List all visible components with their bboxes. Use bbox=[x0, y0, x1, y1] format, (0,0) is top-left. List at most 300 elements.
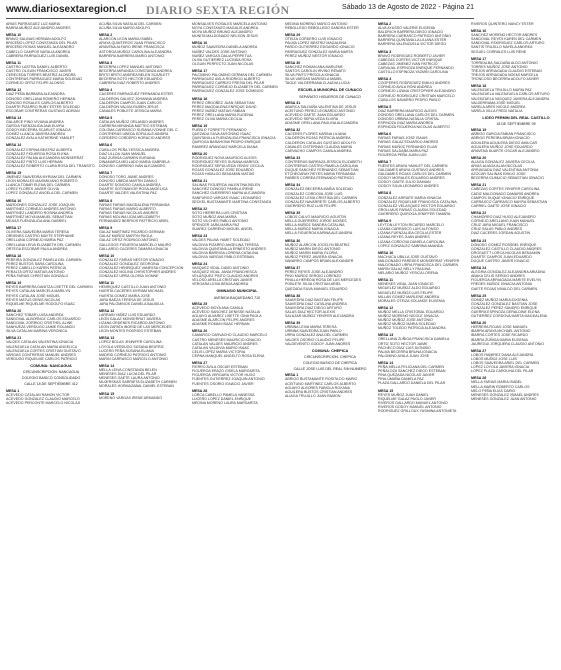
voter-name: BECERRA GUMUCIO SEBASTIAN IGNACIO bbox=[471, 176, 544, 181]
voter-name: MADRID CORNEJO PATRICIO ANTONIO bbox=[99, 352, 167, 357]
voter-name: MORALES HORMAZABAL DANIEL ESTEBAN bbox=[99, 384, 174, 389]
voter-name: LOPEZ GONZALEZ SABRINA AMANDA bbox=[378, 243, 443, 248]
voter-name: CERNA MANQUEL ANGELTO ROSA ELENA bbox=[192, 353, 265, 358]
voter-name: PEREZ REYES JOSE ALEJANDRO bbox=[285, 270, 343, 275]
mesa-block bbox=[378, 160, 468, 189]
voter-name: GALDAMES ROJAS CARLOS DEL CARMEN bbox=[378, 172, 452, 177]
voter-name: GONZALEZ RIQUELME FRANCISCA CATALINA bbox=[378, 199, 457, 204]
voter-name: CABEZAS CORTES YENIFER CAROLINA bbox=[471, 187, 540, 192]
voter-name: PALMA LOPEZ BEATRIZ MAGALENA bbox=[285, 41, 347, 46]
voter-name: URBINA SAAVEDRA JUAN PABLO bbox=[285, 329, 342, 334]
mesa-block bbox=[99, 309, 189, 334]
mesa-block bbox=[99, 61, 189, 86]
mesa-title: MESA 12 bbox=[378, 305, 394, 310]
mesa-block bbox=[378, 361, 468, 386]
mesa-block bbox=[285, 211, 375, 236]
voter-name: PEREZ ORELLANA MARIA EUGENIA bbox=[192, 112, 254, 117]
mesa-title: MESA 2 bbox=[99, 33, 113, 38]
voter-name: ACUÑA SILVA MARIO ADOLFO bbox=[99, 26, 151, 31]
voter-name: MUÑOZ ALARCON JOCELYN BEATRIZ bbox=[285, 242, 350, 247]
column-3 bbox=[192, 22, 282, 664]
voter-name: SANDOVAL ZORRIDO CRISTHEL ALINE bbox=[6, 321, 73, 326]
mesa-block bbox=[6, 281, 96, 306]
mesa-block bbox=[6, 116, 96, 141]
mesa-block bbox=[99, 199, 189, 224]
voter-name: ACEVEDO MOYA ANA CAMILA bbox=[192, 305, 244, 310]
mesa-title: MESA 5 bbox=[378, 104, 392, 109]
voter-name: MELLA FARIAS MARIA ISABEL bbox=[471, 380, 523, 385]
voter-name: SAAVEDRA DIAZ CATALINA ANDREA bbox=[285, 301, 347, 306]
voter-name: LORCA CABELLO PAMELA VANESSA bbox=[192, 392, 255, 397]
voter-name: MENESES GAETE LAURA ANTONIO bbox=[99, 376, 160, 381]
mesa-title: MESA 13 bbox=[378, 333, 394, 338]
mesa-title: MESA 6 bbox=[378, 132, 392, 137]
mesa-block bbox=[192, 179, 282, 204]
voter-name: CAMARGO CARVACHO CLAUDIO MARCELO bbox=[192, 333, 268, 338]
voter-name: BRICEÑO ROSAS MANUEL ALEJANDRO bbox=[6, 45, 75, 50]
voter-name: AGUAYO ALBORES FABIOLA ROXANA bbox=[285, 385, 350, 390]
voter-name: TORREALBA SALDAÑA ALDO ANTONIO bbox=[471, 60, 538, 65]
voter-name: VELASQUEZ PINTO CLAUDIO ANDRES bbox=[192, 274, 259, 279]
column-4 bbox=[285, 22, 375, 664]
voter-name: TREJOS ARRIAGADA NOEMI MARCELA bbox=[471, 73, 539, 78]
voter-name: RIVEROS QUINTERO NANCY ESTER bbox=[471, 22, 534, 26]
voter-name: MENESES GONZALEZ ISMAEL ANDRES bbox=[471, 392, 539, 397]
voter-name: ARIAS PARRAGUEZ LUZ MARIA bbox=[6, 22, 61, 26]
voter-name: OLIVERA SAAVEDRA MARIA TERESA bbox=[6, 230, 69, 235]
voter-name: CALDERON GALVEZ JOHANNA ANDREA bbox=[99, 96, 168, 101]
voter-name: MUJERSKAS SARRIETA ELIZABETH CARMEN bbox=[99, 380, 177, 385]
voter-name: SAAVEDRA DIAZ DIEGO ARTURO bbox=[285, 305, 342, 310]
mesa-title: MESA 3 bbox=[378, 49, 392, 54]
mesa-block bbox=[471, 376, 561, 401]
voter-name: GONZALEZ FARIAS NESTOR IGNACIO bbox=[99, 257, 165, 262]
voter-name: IBARRA CORTES JOSE RICARDO bbox=[471, 333, 529, 338]
voter-name: ADASME ALARCON FELIPE ANDRES bbox=[192, 318, 255, 323]
voter-name: ACEVEDO PERCONTE MARCELO NICOLAS bbox=[6, 400, 81, 405]
voter-name: TORRES MUÑOZ JOSE ANTONIO bbox=[471, 64, 528, 69]
voter-name: ORTIZ SOTO HECTOR JAIME bbox=[378, 341, 428, 346]
mesa-block bbox=[378, 77, 468, 102]
voter-name: PINILLA HEREDIA ROSA DE LAS MERCEDES bbox=[285, 278, 362, 283]
voter-name: CADIZ MALDONADO DAMARIS ANDREA bbox=[471, 191, 540, 196]
voter-name: VALENZUELA CORTES CRISTIAN GUSTAVO bbox=[6, 348, 81, 353]
mesa-title: MESA 18 bbox=[192, 96, 208, 101]
mesa-title: MESA 15 bbox=[378, 388, 394, 393]
mesa-block bbox=[471, 211, 561, 236]
polling-place-detail: CALLE 18 DE SEPTIEMBRE 412 bbox=[24, 382, 78, 387]
voter-name: MELLA LEIVA CONSTANZA BELEN bbox=[99, 368, 157, 373]
voter-name: ALVA AYUSSO VALERIE EUGENIA bbox=[378, 26, 436, 31]
voter-name: CERECEDA TORRES BEATRIZ ALONDRA bbox=[6, 73, 76, 78]
voter-name: ACEITUNO PEREZ LEONARDO ANTONIO bbox=[285, 108, 355, 113]
mesa-title: MESA 11 bbox=[99, 281, 115, 286]
mesa-block bbox=[99, 254, 189, 279]
voter-name: CRUZ JARA MIGUEL FRANCISCO bbox=[471, 223, 528, 228]
voter-name: GONZALEZ BECERRA MARIA SOLEDAD bbox=[285, 187, 353, 192]
voter-name: DIAZ ZUÑIGA CARMEN EURIANA bbox=[99, 155, 156, 160]
voter-name: GONZALEZ PALMA ALEJANDRA MONSERRAT bbox=[6, 155, 84, 160]
voter-name: FREDES MUÑOZ IGNACIA ANTONIA bbox=[471, 282, 533, 287]
mesa-title: MESA 18 bbox=[6, 253, 22, 258]
voter-name: AGUILERA BUSTOS CRISTIAN ANDRES bbox=[285, 389, 353, 394]
voter-name: MUÑOZ SAAVEDRA DANIELA ANDREA bbox=[192, 45, 258, 50]
voter-name: CRUZ SALAS PABLO ANDRES bbox=[471, 227, 523, 232]
voter-name: AGUAYO ALVAREZ LISETTE GINA PAOLA bbox=[192, 314, 262, 319]
mesa-block bbox=[471, 266, 561, 291]
voter-name: VASQUEZ VIDAL JANIA FRANCHESCA bbox=[192, 270, 257, 275]
voter-name: LOYOLA VERDUGO SUSANA BEATRIZ bbox=[99, 344, 164, 349]
voter-name: SANFURGO VARGAS ISAAC LEONARDO bbox=[192, 195, 262, 200]
mesa-block bbox=[192, 389, 282, 405]
mesa-title: MESA 7 bbox=[378, 159, 392, 164]
mesa-title: MESA 29 bbox=[285, 33, 301, 38]
mesa-title: MESA 1 bbox=[285, 373, 299, 378]
voter-name: PARDO GUTIERREZ EDGARDO IGNACIO bbox=[285, 45, 355, 50]
voter-name: CONTRERAS UBEDA SOFIA ALEJANDRA bbox=[99, 132, 169, 137]
voter-name: GONZALEZ FIGUEROA ROSA ELENA bbox=[6, 151, 69, 156]
mesa-title: MESA 32 bbox=[285, 128, 301, 133]
voter-name: DIAZ PEÑA BARBARA ALEJANDRA bbox=[6, 92, 65, 97]
voter-name: CASTILLO ESPINOZA YAZMIN CAROLINA bbox=[378, 70, 448, 75]
voter-name: LEON GALAZ MONSERRAT JAVIERA bbox=[99, 317, 161, 321]
voter-name: FARIAS FARIAS MAGDALENA FERNANDA bbox=[99, 202, 170, 207]
voter-name: CUBILLOS PEÑA YESSICA ANDREA bbox=[99, 147, 160, 152]
voter-name: MORENO VARGAS IRENE ARMANDO bbox=[99, 395, 163, 400]
voter-name: SANCHEZ DONOSO PAMELA IRENE bbox=[192, 187, 254, 192]
mesa-title: MESA 17 bbox=[6, 226, 22, 231]
column-1 bbox=[6, 22, 96, 664]
voter-name: LOBOS RAMIREZ DANA ALEJANDRA bbox=[471, 352, 534, 357]
mesa-title: MESA 30 bbox=[285, 60, 301, 65]
voter-name: PEREZ BUSTOS SARA CAROLINA bbox=[6, 261, 64, 266]
voter-name: OLGUIN PERFECTO JUAN NICOLAS bbox=[192, 61, 254, 66]
voter-name: SANCHEZ MORENO HECTOR ANDRES bbox=[471, 33, 538, 38]
voter-name: COLOMA CARRASCO SUSANA IVONNE DEL C. bbox=[99, 128, 179, 133]
mesa-title: MESA 4 bbox=[378, 77, 392, 82]
voter-name: ORELLANA LEIVA ELIZABETH DEL CARMEN bbox=[6, 242, 81, 247]
polling-place-detail: COLEGIO BASICO DE CHEPICA bbox=[303, 361, 357, 366]
voter-name: ROJAS HIDALGO BENJAMIN MATIAS bbox=[192, 172, 255, 177]
mesa-title: MESA 10 bbox=[99, 253, 115, 258]
voter-name: ACUÑA SILVA NATALIA DEL CARMEN bbox=[99, 22, 162, 26]
voter-name: RODRIGUEZ REYES SUSANA MARISOL bbox=[192, 159, 260, 164]
voter-name: NUÑEZ VALDES JOSE ANTONIO bbox=[192, 49, 247, 54]
voter-name: MELLA FIGUEROA KARINA ALEJANDRA bbox=[285, 231, 353, 236]
mesa-title: MESA 3 bbox=[99, 60, 113, 65]
voter-name: MONSALVES ROSALES MARCELA ANTONIO bbox=[192, 22, 268, 26]
voter-name: LOPEZ FLORES JAVIER OLIVIA bbox=[6, 187, 60, 192]
voter-name: BALDRICH BARRERA DIEGO IGNACIO bbox=[378, 30, 444, 35]
voter-name: CASTRO OLGUIN FRANCISCO JAVIER bbox=[6, 68, 72, 73]
voter-name: FARIAS FARIAS MARIO ALBERTO bbox=[99, 206, 156, 211]
voter-name: VALDERRAMA JOSE MIGUEL bbox=[471, 100, 521, 105]
mesa-title: MESA 14 bbox=[6, 143, 22, 148]
mesa-title: MESA 8 bbox=[378, 191, 392, 196]
voter-name: CABEZAS JIMENEZ IVAN PATRICIO bbox=[378, 61, 438, 66]
voter-name: ALARCON LEON MARIA ISABEL bbox=[99, 37, 153, 42]
voter-name: CONTRERAS BARRAZA JESSICA ELIZABETH bbox=[285, 159, 362, 164]
mesa-title: MESA 19 bbox=[471, 128, 487, 133]
mesa-block bbox=[192, 329, 282, 358]
voter-name: PEREZ MUÑOZ NESTOR IGNACIO bbox=[285, 53, 344, 58]
voter-name: QUEZADA SILVA MANUEL EDUARDO bbox=[285, 286, 348, 291]
voter-name: REYES MUÑOZ JUAN DANIEL bbox=[378, 392, 429, 397]
voter-name: URBINA LEIVA MARIA TERESA bbox=[285, 325, 337, 330]
voter-name: DIAZ CACERES JORDAN AGUSTIN bbox=[471, 231, 531, 236]
voter-name: ADASME ROMAN ISAAC HERNAN bbox=[192, 322, 250, 327]
mesa-title: MESA 4 bbox=[99, 88, 113, 93]
voter-name: VALDES CATALAN VALENTINA IGNACIA bbox=[6, 340, 74, 345]
voter-name: ASTORGA MUÑOZ CAROLINA ALEJANDRA bbox=[99, 49, 172, 54]
voter-name: CORNEJO RODRIGUEZ CRISTIAN MARCELO bbox=[378, 93, 455, 98]
voter-name: BECERRA SOTO HECTOR EDUARDO bbox=[99, 77, 163, 82]
voter-name: MELLA GUERRERO JORGE MOISES bbox=[285, 219, 347, 224]
voter-name: ESCOBAR CONTRERAS GUSTAVO ADRIAN bbox=[6, 108, 80, 113]
voter-name: MARDONES GONZALEZ JOSE JOAQUIN bbox=[6, 202, 75, 207]
voter-name: ARAVENA DUARTE OSCAR ALEJANDRO bbox=[471, 148, 540, 153]
voter-name: DIAZ BARRERA MAURICIO ALEXIS bbox=[378, 108, 437, 113]
voter-name: SANDOVAL RODRIGUEZ CARLOS ARTURO bbox=[471, 41, 545, 46]
voter-name: PARRAGUEZ CARRIZO FRESIA DEL PILAR bbox=[192, 81, 265, 86]
voter-name: CALDERON ROJAS PATRICIA ANDREA bbox=[285, 136, 351, 141]
voter-name: VALENZUELA VASQUEZ JAVIERA ALEJANDRA bbox=[471, 96, 550, 101]
voter-name: BARRERA BARRERA MARIO ANTONIO bbox=[99, 53, 165, 58]
voter-name: MUÑOZ MARIN MARIA GLORIA bbox=[285, 250, 338, 255]
voter-name: CACERES PARRAGUEZ FERNANDA ESTER bbox=[99, 92, 174, 97]
mesa-title: MESA 27 bbox=[471, 348, 487, 353]
voter-name: HUERTA GOMEZ MARIA JOSE bbox=[99, 293, 150, 298]
voter-name: FIGUEROA ARRIAGADA MARITE EVELYN bbox=[471, 278, 541, 283]
mesa-title: MESA 20 bbox=[192, 151, 208, 156]
mesa-title: MESA 11 bbox=[6, 60, 22, 65]
voter-name: PINA UMAÑA DANIELA PAZ bbox=[378, 377, 424, 382]
mesa-block bbox=[6, 171, 96, 196]
voter-name: DUARTE VALDES VALENTINA PAZ bbox=[99, 191, 157, 196]
mesa-block bbox=[192, 152, 282, 177]
voter-name: ABAKA CELIS SERGIO ANDRES bbox=[471, 274, 525, 279]
voter-name: MARTINEZ MOYA MANUEL SEBASTIAN bbox=[6, 214, 73, 219]
mesa-block bbox=[6, 88, 96, 113]
mesa-block bbox=[6, 143, 96, 168]
voter-name: VERGARA LEIVA BENJA ANDREA bbox=[192, 282, 249, 287]
mesa-block bbox=[192, 234, 282, 259]
voter-name: PINO MUÑOZ SERGIO LORENZO bbox=[285, 274, 342, 279]
voter-name: DONOSO URBINA NATALIA CRISTAL bbox=[378, 116, 440, 121]
mesa-block bbox=[471, 57, 561, 82]
mesa-title: MESA 12 bbox=[6, 88, 22, 93]
mesa-block bbox=[6, 254, 96, 279]
voter-name: MIGUELEZ MUÑOZ LUIS FELIPE bbox=[378, 290, 433, 295]
polling-place-detail: CIRCUNSCRIPCION: CHEPICA bbox=[304, 355, 356, 360]
voter-name: PALMA BECERRA BRUNA IGNACIA bbox=[378, 349, 438, 354]
voter-name: CORNEJO AVILA RONI ANDREA bbox=[378, 85, 432, 90]
voter-name: AGUILERA MUÑOZ JOSE EDUARDO bbox=[471, 144, 533, 149]
voter-name: VALDIVIA QUINTANILLA ERNESTO ANDRES bbox=[192, 246, 266, 251]
voter-name: GONZALEZ MOLINA CHRISTOPHER ANDRES bbox=[99, 270, 176, 275]
voter-name: ETCHEGARAY REYES MARIA FERNANDA bbox=[285, 172, 356, 177]
voter-name: ALEGRIA GONZALEZ ALEJANDRA ARIADNA bbox=[471, 270, 546, 275]
voter-name: FARIAS SALDAÑA MARIA PAZ bbox=[378, 148, 429, 153]
voter-name: GALLARDO CACERES TAMARA IGNACIA bbox=[99, 246, 169, 251]
voter-name: REBOLLEDO REBOLLEDO SANDRA ESTER bbox=[285, 26, 359, 31]
voter-name: GALAZ ORTIZ RODRIGO ANTONIO bbox=[99, 238, 158, 243]
mesa-title: MESA 21 bbox=[6, 336, 22, 341]
mesa-block bbox=[192, 207, 282, 232]
voter-name: CARRIEL GAETE JOSE IGNACIO bbox=[471, 203, 527, 208]
voter-name: SAAVEDRA DIAZ BASTIAN FELIPE bbox=[285, 297, 344, 302]
mesa-title: MESA 19 bbox=[192, 124, 208, 129]
mesa-title: MESA 28 bbox=[471, 376, 487, 381]
mesa-block bbox=[285, 101, 375, 126]
mesa-title: MESA 39 bbox=[285, 321, 301, 326]
voter-name: REYES CATALAN JOSE MIGUEL bbox=[6, 293, 61, 298]
voter-name: ABRIGO PEREIRA BRIAN IGNACIO bbox=[471, 136, 530, 141]
mesa-block bbox=[285, 33, 375, 58]
voter-name: FIGUEROA PEÑA JUAN LUIS bbox=[378, 152, 427, 157]
voter-name: GAETE ROJAS NIVALDO DEL CARMEN bbox=[471, 286, 538, 291]
voter-name: VALDES PALMA YAMET SOLEDAD bbox=[192, 238, 250, 243]
voter-name: VALDIVIA VARGAS PABLO ESTEBAN bbox=[192, 254, 254, 259]
mesa-block bbox=[99, 336, 189, 361]
voter-name: CATALAN VALDES MAURICIO ANDRES bbox=[192, 341, 258, 346]
mesa-title: MESA 19 bbox=[6, 281, 22, 286]
voter-name: CATALAN MUÑOZ ORLANDO ANDRES bbox=[99, 119, 164, 124]
voter-name: HENRIQUEZ CASTILLO JUAN ANTONIO bbox=[99, 285, 167, 290]
voter-name: VALDIVIA BARRIGA LORENA CATALINA bbox=[192, 250, 259, 255]
voter-name: BARRERA QUINTANILLA LILIANA ESTER bbox=[378, 38, 447, 43]
voter-name: CONTRERAS CASTRO PAMELA CAROLINA bbox=[285, 164, 359, 169]
mesa-block bbox=[471, 349, 561, 374]
mesa-block bbox=[285, 239, 375, 264]
mesa-title: MESA 11 bbox=[378, 278, 394, 283]
voter-name: VALENZUELA CATALAN MARIA ANGELICA bbox=[6, 344, 78, 349]
voter-name: CANALES CISTERNAS CLAUDIA MARIA bbox=[285, 144, 353, 149]
voter-name: MORALES OTEIZA SOLANGE EUGENIA bbox=[378, 298, 445, 303]
polling-place-heading: COMUNA: CHEPICA bbox=[311, 348, 349, 353]
voter-name: OTEIZA CORDERO LUIS IGNACIO bbox=[285, 37, 343, 42]
voter-name: LARRAIN YAÑEZ LUIS EDUARDO bbox=[99, 312, 156, 317]
voter-name: SANDOVAL REYES KAREN DEL CARMEN bbox=[471, 37, 542, 42]
voter-name: PARRAGUEZ GONZALEZ MARIA MARTA bbox=[285, 49, 353, 54]
voter-name: LEON ZAPATA INGRID DE LAS MERCEDES bbox=[99, 325, 172, 330]
column-5 bbox=[378, 22, 468, 664]
mesa-block bbox=[285, 156, 375, 181]
voter-name: MILLAN GOMEZ MARLENE ANDREA bbox=[378, 294, 440, 299]
voter-name: GODOY BECERRA SCARLET IGNACIA bbox=[6, 128, 71, 133]
mesa-block bbox=[378, 219, 468, 248]
voter-name: FARIAS FARIAS JOSE ISAIAS bbox=[378, 136, 428, 141]
voter-name: BARRA MUÑOZ ALEJANDRO ANDRES bbox=[6, 26, 71, 31]
voter-name: GUERRERO QUIROGA JENIFFER TAMARA bbox=[378, 211, 451, 216]
voter-name: MEDINA MORENO LAURA MARGARITA bbox=[192, 400, 258, 405]
mesa-title: MESA 37 bbox=[285, 266, 301, 271]
voter-name: BARRERA VALENZUELA VICTOR DIEGO bbox=[378, 42, 447, 47]
voter-name: TREJOS ARRIAGADA CLAUDIO ESTEBAN bbox=[471, 68, 542, 73]
mesa-block bbox=[471, 239, 561, 264]
mesa-block bbox=[471, 294, 561, 319]
mesa-block bbox=[285, 183, 375, 208]
voter-name: LEON MORALES MAXIMILIANO ROBERTO bbox=[6, 179, 78, 184]
voter-name: GONZALEZ PINTO LUIS HERNAN bbox=[6, 159, 63, 164]
voter-name: VERDUGO RIQUELME CARLOS PATRICIO bbox=[6, 356, 78, 361]
voter-name: CALDERON CAMPOS JUAN CARLOS bbox=[99, 100, 162, 105]
mesa-block bbox=[99, 33, 189, 58]
polling-place-detail: COLEGIO BASICO CONSOLIDADO bbox=[21, 376, 81, 381]
voter-name: SILVA VARGAS MARISELA MABEL bbox=[285, 77, 343, 82]
mesa-block bbox=[99, 143, 189, 168]
voter-name: ORTEGA ESCOBAR PAULA ANDREA bbox=[6, 246, 68, 251]
mesa-block bbox=[471, 22, 561, 26]
mesa-title: MESA 7 bbox=[99, 171, 113, 175]
voter-name: CORDERO CORDERO HORACIO ANDRES bbox=[99, 136, 171, 141]
mesa-block bbox=[99, 22, 189, 30]
voter-name: PALOMINO PALOMINO GERMAN DEL CARMEN bbox=[192, 73, 272, 78]
voter-name: SANTIS TRUJILLO NAYELA ANDREA bbox=[471, 45, 533, 50]
mesa-block bbox=[378, 389, 468, 414]
mesa-block bbox=[6, 226, 96, 251]
voter-name: LIZANA REYES JUAN ANDRES bbox=[378, 235, 430, 240]
mesa-block bbox=[99, 88, 189, 113]
voter-name: LIZANA ORDENES RICARDO ANTONIO bbox=[99, 321, 165, 326]
voter-name: TRONCOSO BECERRA ADOLFO JAVIER bbox=[471, 77, 539, 82]
voter-name: LOBOS CALVO MAURICIO AGUSTIN bbox=[285, 215, 347, 220]
voter-name: REYES BARRERA DANITZA LISETTE DEL CARMEN bbox=[6, 285, 93, 290]
mesa-title: MESA 21 bbox=[192, 179, 208, 184]
voter-name: SANCHEZ TOBAR LUISA ANDREA bbox=[6, 312, 64, 317]
voter-name: PLAZA GALLARDO DANIELA DEL PILAR bbox=[378, 381, 446, 386]
mesa-title: MESA 28 bbox=[192, 388, 208, 393]
polling-place-detail: SEPARATO HIGUEROS DE CUNACO bbox=[299, 94, 361, 99]
mesa-block bbox=[192, 69, 282, 94]
voter-name: ACEVEDO GONZALEZ CLAUDIO MARCELO bbox=[6, 396, 80, 401]
voter-name: SANCHEZ ROMAN ANA MARLENE bbox=[285, 64, 343, 69]
voter-name: PEREZ ORDOÑEZ JUAN SEBASTIAN bbox=[192, 100, 255, 105]
voter-name: ACEVEDO SEPULVEDA ELVIRA bbox=[285, 117, 339, 122]
voter-name: COOPERES RODRIGUEZ EMILIO ANDRES bbox=[378, 81, 450, 86]
voter-name: LEYTON LEYTON RICARDO MARCELO bbox=[378, 223, 444, 228]
voter-name: JIMENEZ SAAVEDRA MYRIAM DEL CARMEN bbox=[6, 175, 82, 180]
voter-name: ESPINOZA DIAZ MARIA ANDREA bbox=[378, 121, 434, 126]
voter-name: DONOSO TORO JAIME ANDRES bbox=[99, 175, 154, 180]
voter-name: MENESES VIDAL JUAN IGNACIO bbox=[378, 282, 434, 287]
voter-name: PALOMINO AYALA JUAN JOSE bbox=[378, 353, 430, 358]
voter-name: BRITO BRITO ANDREA BELEN SCARLETT bbox=[99, 73, 170, 78]
voter-name: DUARTE SOTOMAYOR ROSA ANGELICA bbox=[99, 187, 168, 192]
mesa-title: MESA 21 bbox=[471, 183, 487, 188]
mesa-block bbox=[192, 22, 282, 38]
voter-name: OLIVA GUTIERREZ LUCINDA ROSA bbox=[192, 57, 252, 62]
mesa-title: MESA 6 bbox=[99, 143, 113, 148]
mesa-block bbox=[6, 199, 96, 224]
voter-name: LUCERO PEÑA SUSANA ELIANA bbox=[99, 348, 154, 353]
voter-name: LUCERO LOPEZ DANIEL ENRIQUE bbox=[192, 396, 251, 401]
voter-name: FERNANDEZ BERRIOS PATTRICIO ARIEL bbox=[99, 219, 169, 224]
voter-name: PEÑA MELLA FELICIANA DEL CARMEN bbox=[378, 365, 444, 370]
mesa-title: MESA 9 bbox=[99, 226, 113, 231]
voter-name: VALDIVIA PIZARRO ANGELINA TERESA bbox=[192, 242, 259, 247]
mesa-block bbox=[378, 251, 468, 276]
mesa-title: MESA 2 bbox=[378, 22, 392, 26]
voter-name: PARRAGUEZ AVILA RODRIGO ALBERTO bbox=[192, 77, 261, 82]
mesa-block bbox=[285, 294, 375, 319]
mesa-block bbox=[6, 22, 96, 30]
voter-name: VALDEVENITO GODOY JUAN ANDRES bbox=[285, 341, 351, 346]
mesa-title: MESA 13 bbox=[99, 336, 115, 341]
voter-name: DUARTE DONOSO CAMILA ANDREA bbox=[99, 183, 161, 188]
voter-name: NAVARRO CAMPOS BRIAN ALEXANDER bbox=[285, 258, 354, 263]
mesa-title: MESA 33 bbox=[285, 155, 301, 160]
